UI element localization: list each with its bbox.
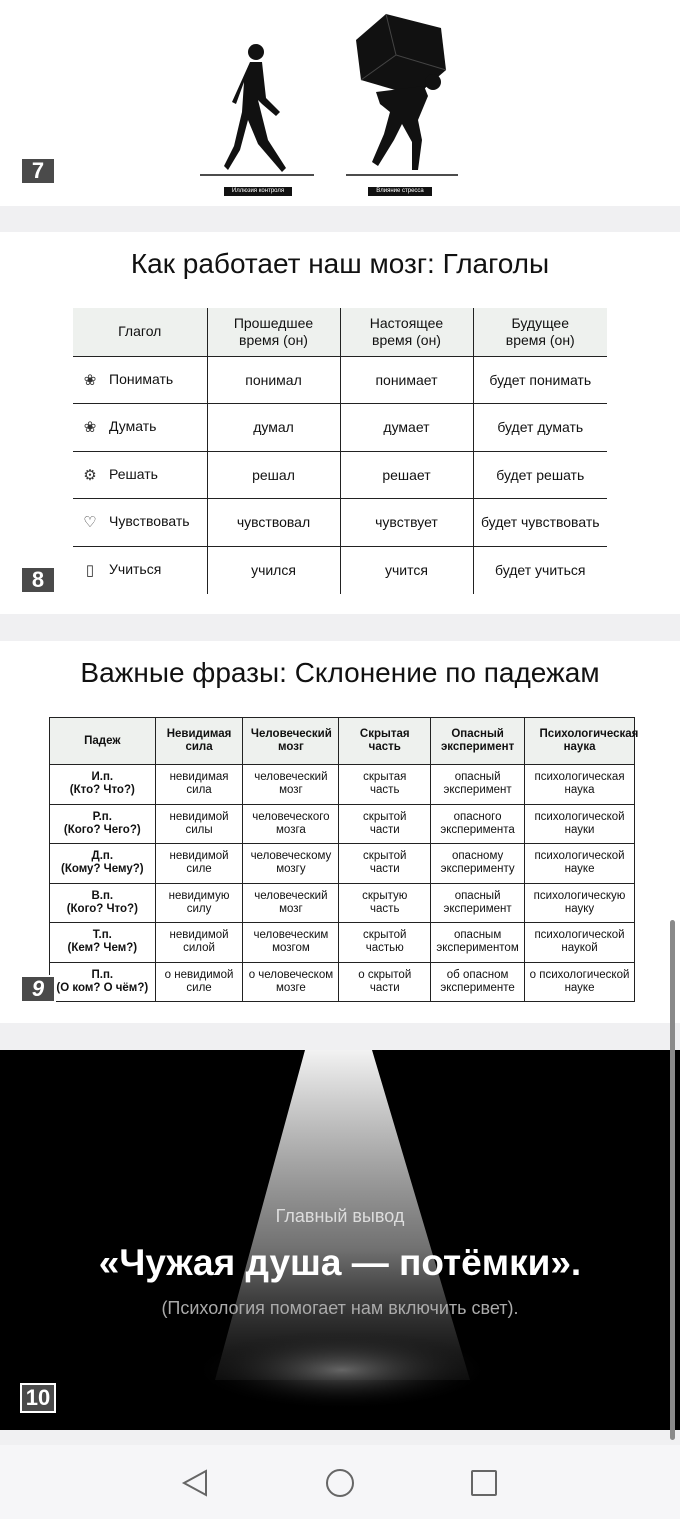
verb-cell xyxy=(73,356,207,404)
triangle-back-icon xyxy=(176,1465,216,1501)
case-question: (Кого? Чего?) xyxy=(63,823,141,836)
slide-number-badge: 10 xyxy=(20,1383,56,1413)
verb-cell xyxy=(73,499,207,547)
declension-word-2: эксперименту xyxy=(440,863,515,876)
declension-cell xyxy=(525,883,635,923)
header-cell xyxy=(525,718,639,765)
case-question: (О ком? О чём?) xyxy=(56,981,149,994)
declension-cell xyxy=(431,883,525,923)
slide-10 xyxy=(0,1050,680,1430)
verb-cell xyxy=(73,451,207,499)
header-cell xyxy=(155,718,243,765)
slide-8 xyxy=(0,232,680,614)
table-row xyxy=(73,404,607,452)
header-label: Опасный эксперимент xyxy=(440,728,515,753)
case-cell xyxy=(50,765,156,805)
slide-7 xyxy=(0,0,680,206)
declension-word-1: психологической xyxy=(534,850,625,863)
present-cell: думает xyxy=(340,404,473,452)
table-row xyxy=(50,923,635,963)
declension-word-2: мозгом xyxy=(272,942,310,955)
header-future xyxy=(473,308,607,356)
system-navigation-bar xyxy=(0,1445,680,1519)
header-cell xyxy=(431,718,525,765)
case-name: П.п. xyxy=(91,968,114,981)
declension-cell xyxy=(339,765,431,805)
case-name: Р.п. xyxy=(92,810,112,823)
declension-word-2: экспериментом xyxy=(436,942,519,955)
recents-button[interactable] xyxy=(464,1465,504,1501)
table-header-row xyxy=(50,718,635,765)
declension-word-1: о психологической xyxy=(529,968,630,981)
declension-word-2: мозг xyxy=(279,784,303,797)
main-quote: «Чужая душа — потёмки». xyxy=(98,1242,582,1283)
declension-cell xyxy=(339,923,431,963)
back-button[interactable] xyxy=(176,1465,216,1501)
table-row xyxy=(73,546,607,594)
declension-word-1: невидимой xyxy=(169,929,229,942)
declension-word-2: сила xyxy=(186,784,212,797)
declension-word-1: психологической xyxy=(534,929,625,942)
declension-word-1: скрытая xyxy=(363,771,407,784)
table-row xyxy=(73,499,607,547)
header-label: Психологическая наука xyxy=(539,728,639,753)
cases-table xyxy=(49,717,639,1002)
past-cell: думал xyxy=(207,404,340,452)
declension-word-2: силе xyxy=(186,863,212,876)
quote-note: (Психология помогает нам включить свет). xyxy=(161,1298,519,1318)
heart-icon: ♡ xyxy=(83,514,97,532)
verb-cell xyxy=(73,404,207,452)
declension-cell xyxy=(243,804,339,844)
declension-word-2: части xyxy=(369,863,400,876)
declension-word-2: эксперимента xyxy=(440,823,515,836)
header-label: Невидимая сила xyxy=(166,728,232,753)
main-conclusion-label: Главный вывод xyxy=(275,1206,405,1226)
declension-word-1: невидимой xyxy=(169,810,229,823)
verb-label: Понимать xyxy=(109,370,174,387)
declension-word-2: науке xyxy=(564,863,595,876)
declension-word-1: человеческому xyxy=(250,850,332,863)
declension-cell xyxy=(243,923,339,963)
case-question: (Кем? Чем?) xyxy=(67,942,138,955)
caption-illusion-of-control: Иллюзия контроля xyxy=(224,187,292,196)
declension-word-1: невидимой xyxy=(169,850,229,863)
declension-word-1: скрытой xyxy=(363,810,407,823)
brain-icon: ❀ xyxy=(83,419,97,437)
case-question: (Кого? Что?) xyxy=(66,902,138,915)
square-recents-icon xyxy=(464,1465,504,1501)
present-cell: чувствует xyxy=(340,499,473,547)
declension-word-2: силу xyxy=(186,902,212,915)
declension-word-1: скрытой xyxy=(363,850,407,863)
declension-word-2: науке xyxy=(564,981,595,994)
declension-word-1: опасному xyxy=(451,850,504,863)
case-cell xyxy=(50,844,156,884)
gears-icon: ⚙ xyxy=(83,466,97,484)
verb-label: Учиться xyxy=(109,560,162,577)
future-cell: будет думать xyxy=(473,404,607,452)
declension-word-2: мозгу xyxy=(276,863,306,876)
verb-cell xyxy=(73,546,207,594)
declension-cell xyxy=(431,844,525,884)
scrollbar[interactable] xyxy=(670,920,675,1440)
header-future-label: Будущее время (он) xyxy=(505,314,575,348)
declension-word-2: эксперимент xyxy=(443,784,512,797)
case-cell xyxy=(50,923,156,963)
present-cell: понимает xyxy=(340,356,473,404)
declension-cell xyxy=(339,844,431,884)
declension-word-1: об опасном xyxy=(446,968,509,981)
header-label: Падеж xyxy=(84,734,121,747)
declension-word-2: мозг xyxy=(279,902,303,915)
declension-word-1: опасный xyxy=(454,889,501,902)
light-beam-graphic xyxy=(0,1050,680,1430)
declension-word-2: часть xyxy=(370,902,400,915)
slide-title: Как работает наш мозг: Глаголы xyxy=(130,248,550,279)
declension-word-2: часть xyxy=(370,784,400,797)
declension-cell xyxy=(243,883,339,923)
table-row xyxy=(50,962,635,1002)
past-cell: учился xyxy=(207,546,340,594)
future-cell: будет чувствовать xyxy=(473,499,607,547)
declension-word-2: мозга xyxy=(276,823,306,836)
case-question: (Кто? Что?) xyxy=(69,784,135,797)
slide-9 xyxy=(0,641,680,1023)
header-cell xyxy=(50,718,156,765)
declension-word-2: мозге xyxy=(276,981,306,994)
declension-word-2: части xyxy=(369,823,400,836)
declension-word-2: силе xyxy=(186,981,212,994)
header-past xyxy=(207,308,340,356)
table-row xyxy=(50,844,635,884)
declension-word-1: опасным xyxy=(453,929,502,942)
slide-number-badge: 8 xyxy=(20,566,56,594)
header-present-label: Настоящее время (он) xyxy=(369,314,444,348)
declension-word-1: невидимую xyxy=(168,889,230,902)
declension-cell xyxy=(431,962,525,1002)
declension-word-1: скрытой xyxy=(363,929,407,942)
declension-cell xyxy=(155,883,243,923)
case-cell xyxy=(50,804,156,844)
verb-label: Чувствовать xyxy=(109,513,190,530)
declension-word-1: человеческий xyxy=(254,889,328,902)
walking-man-illustration xyxy=(196,0,466,200)
table-header-row xyxy=(73,308,607,356)
header-present xyxy=(340,308,473,356)
declension-cell xyxy=(243,962,339,1002)
case-name: Д.п. xyxy=(91,850,114,863)
declension-word-2: наука xyxy=(564,784,595,797)
header-cell xyxy=(339,718,431,765)
home-button[interactable] xyxy=(320,1465,360,1501)
declension-cell xyxy=(339,804,431,844)
declension-cell xyxy=(155,765,243,805)
declension-cell xyxy=(525,923,635,963)
declension-word-1: психологическую xyxy=(533,889,626,902)
declension-word-2: эксперименте xyxy=(440,981,515,994)
header-label: Человеческий мозг xyxy=(250,728,332,753)
header-label: Скрытая часть xyxy=(359,728,410,753)
declension-cell xyxy=(339,962,431,1002)
declension-word-2: эксперимент xyxy=(443,902,512,915)
slide-title: Важные фразы: Склонение по падежам xyxy=(80,657,600,688)
declension-cell xyxy=(525,844,635,884)
case-name: И.п. xyxy=(91,771,114,784)
declension-cell xyxy=(155,962,243,1002)
case-name: В.п. xyxy=(91,889,114,902)
declension-cell xyxy=(243,844,339,884)
slide-number-badge: 7 xyxy=(20,157,56,185)
declension-word-2: науки xyxy=(564,823,595,836)
declension-cell xyxy=(155,804,243,844)
table-row xyxy=(73,356,607,404)
slide-number-badge: 9 xyxy=(20,975,56,1003)
declension-cell xyxy=(525,804,635,844)
circle-home-icon xyxy=(320,1465,360,1501)
declension-word-2: силой xyxy=(183,942,215,955)
declension-word-2: частью xyxy=(365,942,404,955)
past-cell: чувствовал xyxy=(207,499,340,547)
book-icon: ▯ xyxy=(85,562,95,580)
case-cell xyxy=(50,962,156,1002)
declension-word-2: науку xyxy=(564,902,595,915)
declension-word-1: о человеческом xyxy=(248,968,334,981)
declension-cell xyxy=(525,765,635,805)
verbs-table xyxy=(73,308,607,594)
header-verb: Глагол xyxy=(73,308,207,356)
future-cell: будет понимать xyxy=(473,356,607,404)
declension-word-1: о невидимой xyxy=(164,968,234,981)
declension-cell xyxy=(339,883,431,923)
declension-word-2: наукой xyxy=(561,942,598,955)
past-cell: решал xyxy=(207,451,340,499)
declension-word-1: психологическая xyxy=(534,771,625,784)
declension-cell xyxy=(243,765,339,805)
table-row xyxy=(50,765,635,805)
declension-word-1: человеческим xyxy=(253,929,329,942)
past-cell: понимал xyxy=(207,356,340,404)
table-row xyxy=(73,451,607,499)
header-past-label: Прошедшее время (он) xyxy=(233,314,314,348)
present-cell: учится xyxy=(340,546,473,594)
declension-word-1: скрытую xyxy=(362,889,408,902)
brain-icon: ❀ xyxy=(83,371,97,389)
caption-stress-influence: Влияние стресса xyxy=(368,187,432,196)
declension-word-1: невидимая xyxy=(169,771,229,784)
declension-word-2: части xyxy=(369,981,400,994)
case-question: (Кому? Чему?) xyxy=(60,863,144,876)
future-cell: будет учиться xyxy=(473,546,607,594)
declension-cell xyxy=(431,923,525,963)
table-row xyxy=(50,883,635,923)
declension-word-1: о скрытой xyxy=(358,968,412,981)
case-name: Т.п. xyxy=(92,929,112,942)
declension-word-1: опасного xyxy=(453,810,502,823)
case-cell xyxy=(50,883,156,923)
declension-cell xyxy=(155,844,243,884)
declension-word-1: опасный xyxy=(454,771,501,784)
declension-word-1: человеческого xyxy=(252,810,330,823)
table-row xyxy=(50,804,635,844)
declension-cell xyxy=(155,923,243,963)
verb-label: Решать xyxy=(109,465,158,482)
declension-cell xyxy=(525,962,635,1002)
header-cell xyxy=(243,718,339,765)
future-cell: будет решать xyxy=(473,451,607,499)
declension-word-1: человеческий xyxy=(254,771,328,784)
verb-label: Думать xyxy=(109,418,157,435)
declension-word-2: силы xyxy=(185,823,213,836)
declension-cell xyxy=(431,765,525,805)
present-cell: решает xyxy=(340,451,473,499)
declension-cell xyxy=(431,804,525,844)
declension-word-1: психологической xyxy=(534,810,625,823)
